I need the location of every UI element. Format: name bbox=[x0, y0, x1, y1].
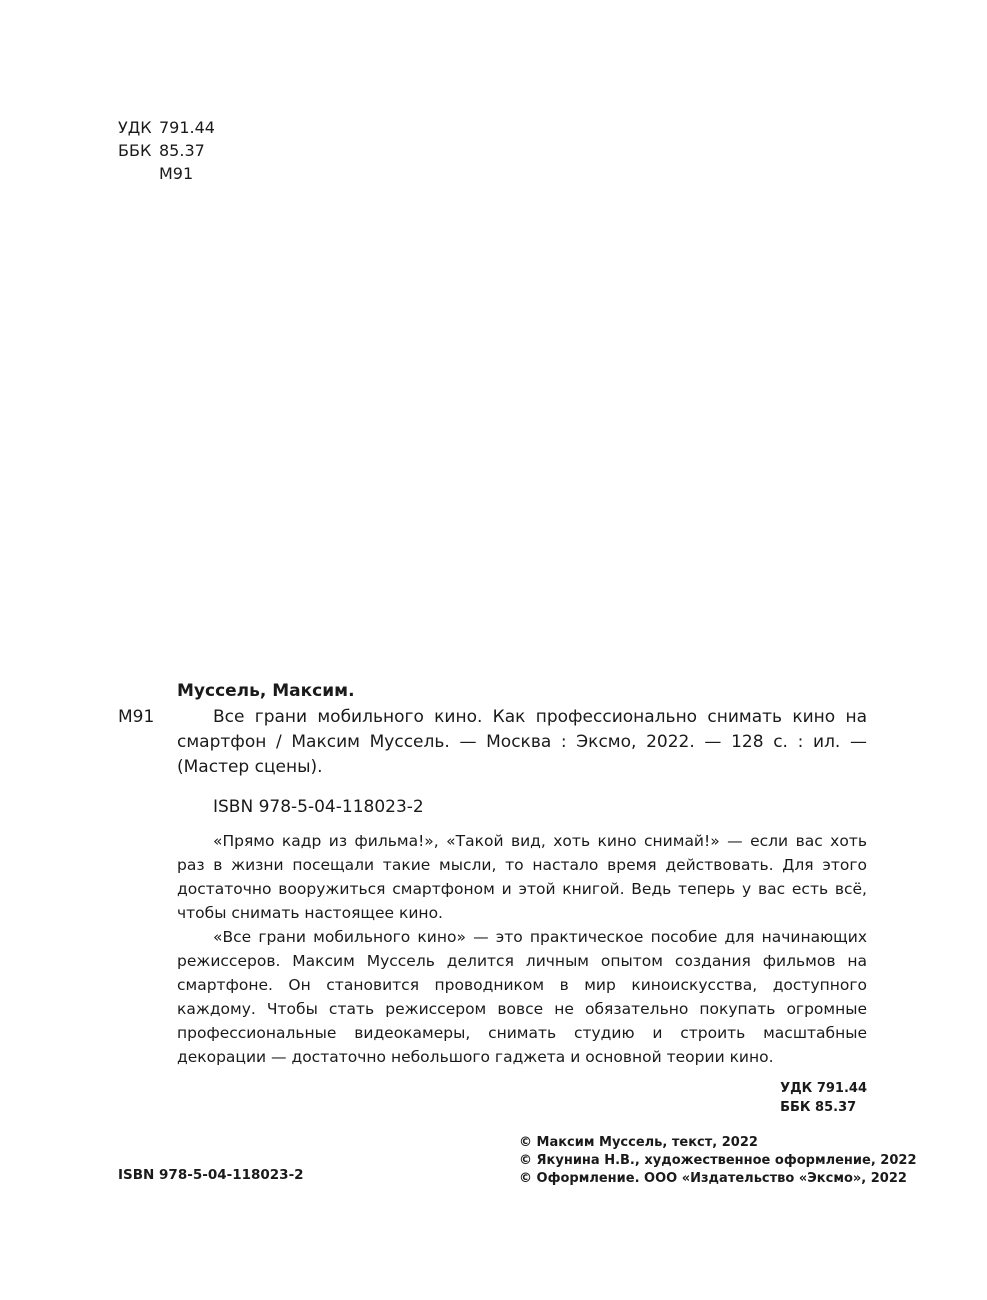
bbk-row bbox=[118, 139, 215, 162]
author-sign-top: М91 bbox=[159, 164, 194, 183]
classification-block bbox=[118, 116, 215, 185]
copyright-line: © Оформление. ООО «Издательство «Эксмо», 2022 bbox=[519, 1171, 907, 1186]
annotation-paragraph: «Прямо кадр из фильма!», «Такой вид, хоть кино снимай!» — если вас хоть раз в жизни посещали такие мысли, то настало время действовать. Для этого достаточно вооружиться смартфоном и этой книгой. Ведь теперь у вас есть всё, чтобы снимать настоящее кино. bbox=[177, 832, 867, 922]
author-heading: Муссель, Максим. bbox=[177, 681, 355, 701]
udk-row bbox=[118, 116, 215, 139]
annotation bbox=[177, 829, 867, 1069]
author-sign: М91 bbox=[118, 707, 155, 727]
bbk-value: 85.37 bbox=[159, 141, 205, 160]
udk-value: 791.44 bbox=[159, 118, 215, 137]
copyright-block bbox=[519, 1134, 916, 1188]
udk-label: УДК bbox=[118, 118, 152, 137]
isbn-footer: ISBN 978-5-04-118023-2 bbox=[118, 1167, 304, 1183]
classification-codes-right bbox=[780, 1079, 867, 1117]
udk-code: УДК 791.44 bbox=[780, 1081, 867, 1096]
annotation-paragraph: «Все грани мобильного кино» — это практическое пособие для начинающих режиссеров. Максим Муссель делится личным опытом создания фильмов на смартфоне. Он становится проводником в мир киноискусства, доступного каждому. Чтобы стать режиссером вовсе не обязательно покупать огромные профессиональные видеокамеры, снимать студию и строить масштабные декорации — достаточно небольшого гаджета и основной теории кино. bbox=[177, 928, 867, 1066]
bbk-code: ББК 85.37 bbox=[780, 1100, 857, 1115]
bibliographic-description: Все грани мобильного кино. Как профессионально снимать кино на смартфон / Максим Муссель. — Москва : Эксмо, 2022. — 128 с. : ил. — (Мастер сцены). bbox=[177, 707, 867, 777]
bbk-label: ББК bbox=[118, 141, 152, 160]
copyright-line: © Якунина Н.В., художественное оформление, 2022 bbox=[519, 1153, 917, 1168]
isbn-line: ISBN 978-5-04-118023-2 bbox=[213, 797, 424, 817]
copyright-line: © Максим Муссель, текст, 2022 bbox=[519, 1135, 758, 1150]
